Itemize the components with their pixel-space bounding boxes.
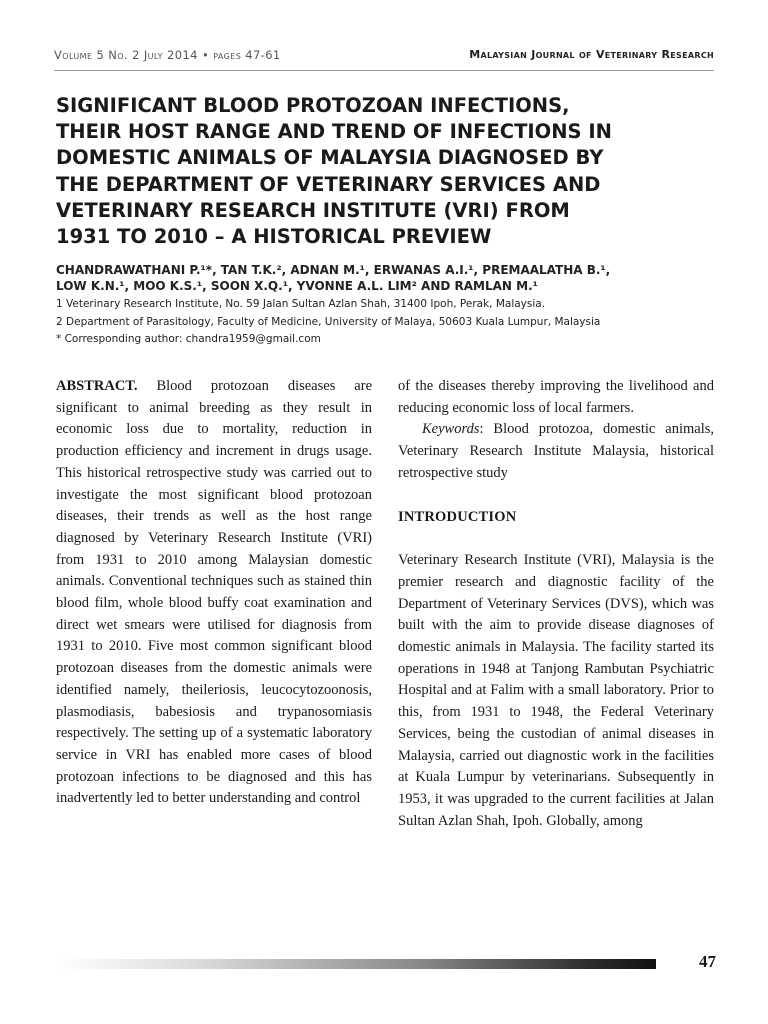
title-line: 1931 TO 2010 – A HISTORICAL PREVIEW (56, 225, 492, 249)
page-number: 47 (699, 952, 716, 971)
section-heading-introduction: INTRODUCTION (398, 508, 517, 525)
affiliation-1: 1 Veterinary Research Institute, No. 59 Jalan Sultan Azlan Shah, 31400 Ipoh, Perak, Malaysia. (56, 298, 546, 310)
left-column (56, 376, 372, 810)
abstract-paragraph (56, 376, 372, 810)
abstract-label: ABSTRACT. (56, 378, 138, 394)
author-list (56, 262, 716, 294)
title-line: DOMESTIC ANIMALS OF MALAYSIA DIAGNOSED BY (56, 146, 604, 170)
author-line: LOW K.N.¹, MOO K.S.¹, SOON X.Q.¹, YVONNE A.L. LIM² AND RAMLAN M.¹ (56, 279, 538, 293)
title-line: THE DEPARTMENT OF VETERINARY SERVICES AND (56, 172, 601, 196)
keywords-label: Keywords (422, 421, 480, 438)
keywords-text: : Blood protozoa, domestic animals, Veterinary Research Institute Malaysia, historical retrospective study (398, 421, 714, 481)
abstract-continuation: of the diseases thereby improving the livelihood and reducing economic loss of local farmers. (398, 378, 714, 416)
introduction-text: Veterinary Research Institute (VRI), Malaysia is the premier research and diagnostic facility of the Department of Veterinary Services (DVS), which was built with the aim to provide disease diagnoses of domestic animals in Malaysia. The facility started its operations in 1948 at Tanjong Rambutan Psychiatric Hospital and at Falim with a small laboratory. Prior to this, from 1931 to 1948, the Federal Veterinary Services, being the custodian of animal diseases in Malaysia, carried out diagnostic work in the facilities at Kuala Lumpur by veterinarians. Subsequently in 1953, it was upgraded to the current facilities at Jalan Sultan Azlan Shah, Ipoh. Globally, among (398, 552, 714, 829)
issue-info: Volume 5 No. 2 July 2014 • pages 47-61 (54, 48, 281, 62)
affiliation-2: 2 Department of Parasitology, Faculty of Medicine, University of Malaya, 50603 Kuala Lumpur, Malaysia (56, 315, 601, 328)
header-divider (54, 70, 714, 71)
title-line: VETERINARY RESEARCH INSTITUTE (VRI) FROM (56, 198, 570, 222)
article-title (56, 93, 716, 250)
title-line: SIGNIFICANT BLOOD PROTOZOAN INFECTIONS, (56, 94, 570, 117)
right-column (398, 376, 714, 832)
running-header (54, 48, 714, 68)
journal-name: Malaysian Journal of Veterinary Research (469, 48, 714, 61)
keywords-paragraph (398, 419, 714, 484)
corresponding-author: * Corresponding author: chandra1959@gmail.com (56, 333, 321, 345)
abstract-text: Blood protozoan diseases are significant to animal breeding as they result in economic loss due to mortality, reduction in production efficiency and increment in drugs usage. This historical retrospective study was carried out to investigate the most significant blood protozoan diseases, their trends as well as the host range diagnosed by Veterinary Research Institute (VRI) from 1931 to 2010 among Malaysian domestic animals. Conventional techniques such as stained thin blood film, whole blood buffy coat examination and direct wet smears were utilised for diagnosis from 1931 to 2010. Five most common significant blood protozoan diseases from the domestic animals were identified namely, theileriosis, leucocytozoonosis, plasmodiasis, babesiosis and trypanosomiasis respectively. The setting up of a systematic laboratory service in VRI has enabled more cases of blood protozoan infections to be diagnosed and this has inadvertently led to better understanding and control (56, 378, 372, 807)
title-line: THEIR HOST RANGE AND TREND OF INFECTIONS IN (56, 120, 612, 144)
author-line: CHANDRAWATHANI P.¹*, TAN T.K.², ADNAN M.¹, ERWANAS A.I.¹, PREMAALATHA B.¹, (56, 263, 611, 277)
footer-gradient-bar (58, 959, 656, 969)
affiliations (56, 296, 716, 349)
